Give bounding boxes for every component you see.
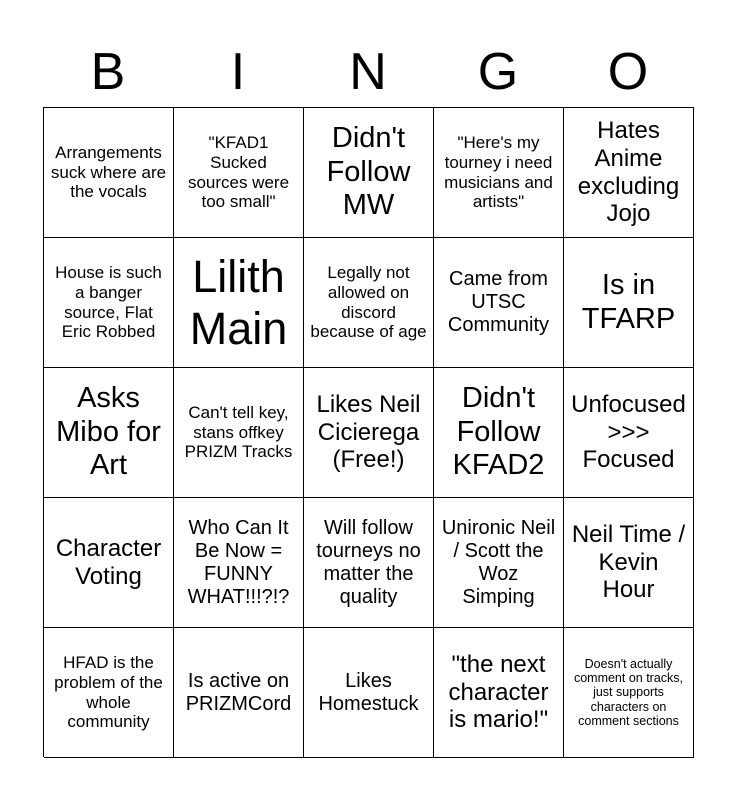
bingo-cell[interactable] — [304, 108, 434, 238]
bingo-cell[interactable] — [44, 628, 174, 758]
bingo-cell[interactable] — [564, 238, 694, 368]
bingo-cell[interactable] — [564, 368, 694, 498]
bingo-cell[interactable] — [174, 628, 304, 758]
cell-text: Is in TFARP — [581, 269, 676, 335]
cell-text: Legally not allowed on discord because of age — [310, 263, 427, 342]
bingo-cell[interactable] — [564, 628, 694, 758]
bingo-cell[interactable] — [44, 498, 174, 628]
bingo-cell[interactable] — [434, 238, 564, 368]
bingo-board — [43, 107, 694, 757]
bingo-cell[interactable] — [44, 368, 174, 498]
cell-text: Asks Mibo for Art — [56, 382, 161, 482]
cell-text: Didn't Follow KFAD2 — [452, 382, 545, 482]
cell-text: Came from UTSC Community — [447, 268, 550, 336]
bingo-cell[interactable] — [174, 238, 304, 368]
cell-text: Hates Anime excluding Jojo — [577, 117, 680, 228]
cell-text: Lilith Main — [189, 250, 288, 354]
bingo-cell[interactable] — [304, 498, 434, 628]
cell-text: "KFAD1 Sucked sources were too small" — [187, 133, 290, 212]
bingo-cell[interactable] — [304, 368, 434, 498]
header-letter-o: O — [607, 43, 649, 101]
bingo-cell[interactable] — [44, 108, 174, 238]
bingo-cell[interactable] — [564, 498, 694, 628]
bingo-cell[interactable] — [44, 238, 174, 368]
cell-text: Unfocused >>> Focused — [571, 391, 686, 474]
bingo-cell[interactable] — [174, 368, 304, 498]
cell-text: Doesn't actually comment on tracks, just supports characters on comment sections — [573, 656, 684, 729]
cell-text: Likes Neil Cicierega (Free!) — [316, 391, 421, 474]
bingo-cell[interactable] — [434, 368, 564, 498]
bingo-cell[interactable] — [434, 628, 564, 758]
cell-text: House is such a banger source, Flat Eric Robbed — [55, 263, 162, 342]
bingo-cell[interactable] — [564, 108, 694, 238]
cell-text: Will follow tourneys no matter the quality — [316, 516, 421, 608]
cell-text: "the next character is mario!" — [448, 651, 549, 734]
header-letter-i: I — [230, 43, 246, 101]
header-letter-b: B — [90, 43, 126, 101]
bingo-cell[interactable] — [304, 238, 434, 368]
bingo-cell[interactable] — [174, 108, 304, 238]
bingo-header — [43, 38, 693, 106]
cell-text: Neil Time / Kevin Hour — [571, 521, 686, 604]
cell-text: Arrangements suck where are the vocals — [50, 143, 167, 202]
cell-text: HFAD is the problem of the whole community — [54, 653, 163, 732]
cell-text: Unironic Neil / Scott the Woz Simping — [441, 516, 556, 608]
cell-text: Didn't Follow MW — [326, 122, 411, 222]
cell-text: Character Voting — [55, 534, 162, 590]
header-letter-n: N — [349, 43, 387, 101]
bingo-cell[interactable] — [434, 108, 564, 238]
header-letter-g: G — [477, 43, 519, 101]
cell-text: "Here's my tourney i need musicians and artists" — [444, 133, 553, 212]
bingo-cell[interactable] — [174, 498, 304, 628]
cell-text: Can't tell key, stans offkey PRIZM Tracks — [184, 403, 293, 462]
bingo-cell[interactable] — [304, 628, 434, 758]
bingo-cell[interactable] — [434, 498, 564, 628]
cell-text: Likes Homestuck — [318, 669, 419, 715]
cell-text: Who Can It Be Now = FUNNY WHAT!!!?!? — [187, 516, 290, 608]
cell-text: Is active on PRIZMCord — [185, 669, 292, 715]
